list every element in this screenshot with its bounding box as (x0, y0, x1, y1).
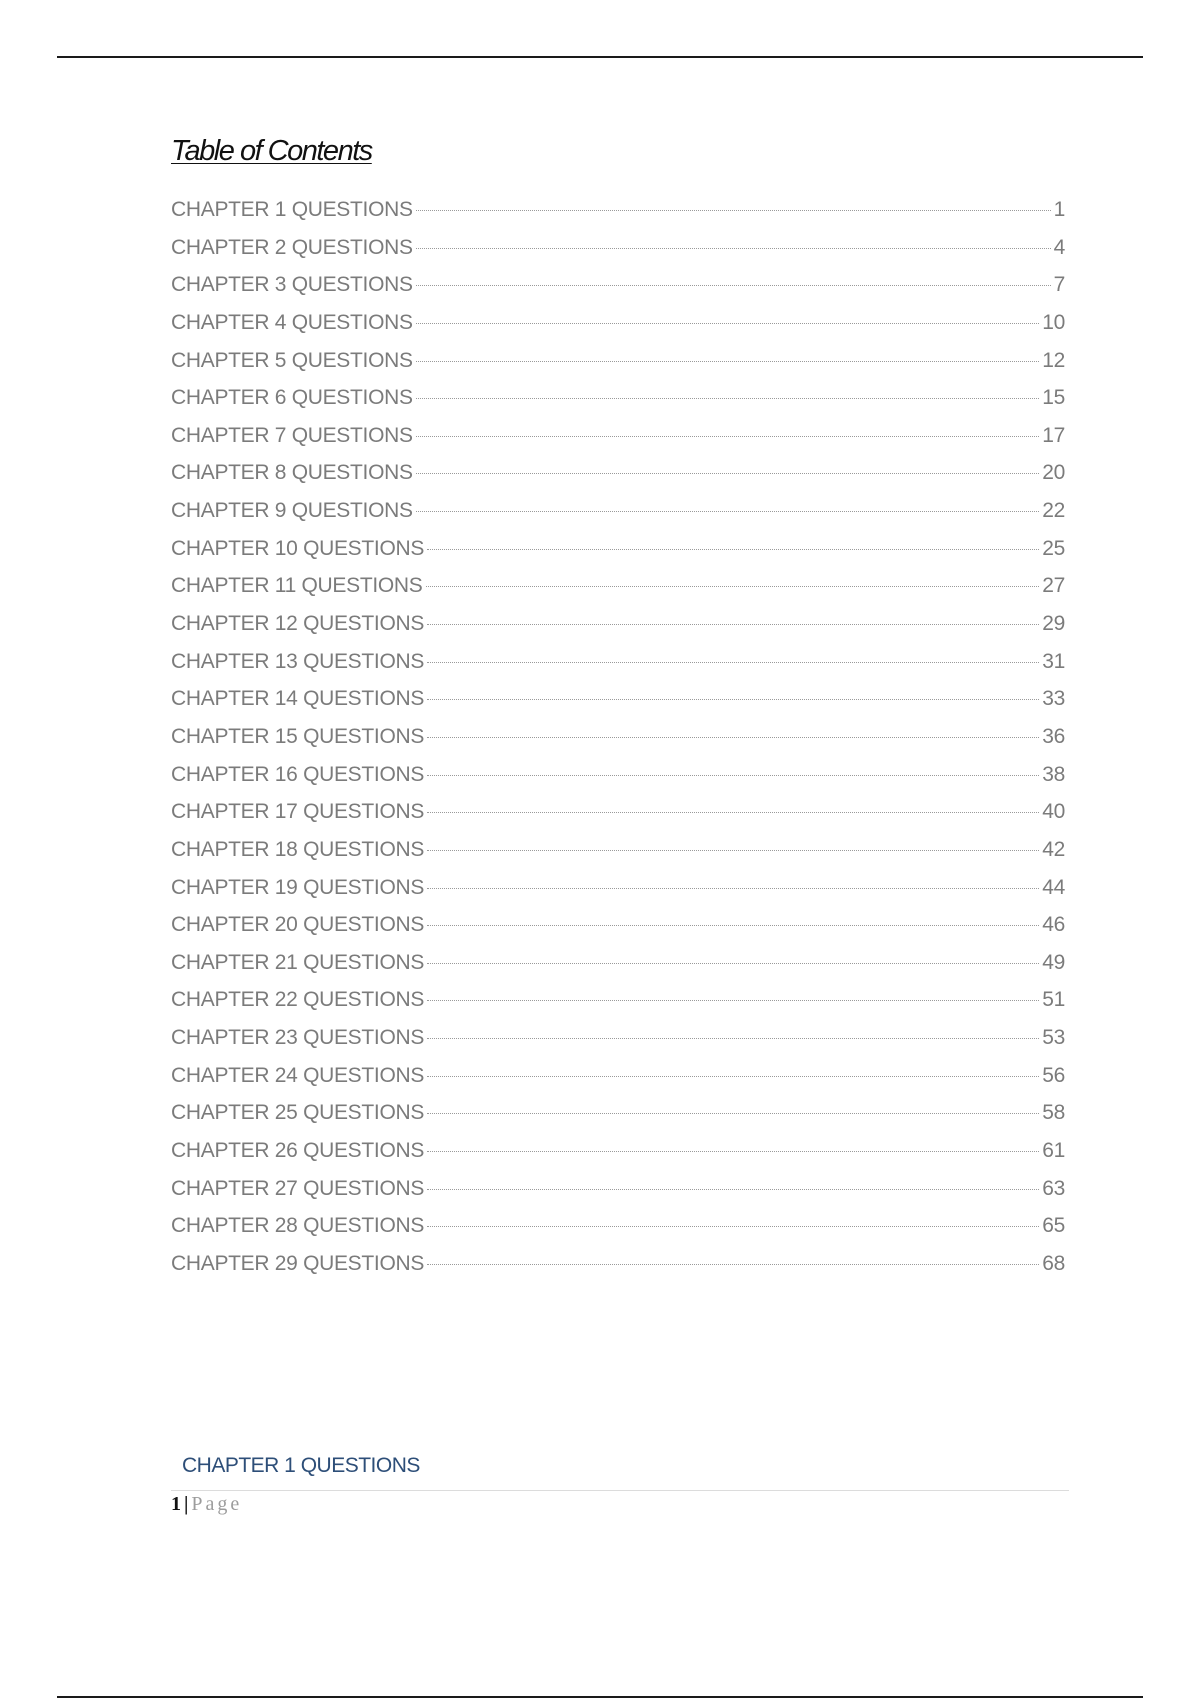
toc-dot-leader (427, 1000, 1039, 1001)
toc-entry-page: 38 (1042, 762, 1065, 786)
toc-entry-page: 4 (1053, 235, 1065, 259)
toc-entry-page: 27 (1042, 574, 1065, 598)
toc-entry[interactable] (171, 913, 1065, 951)
toc-dot-leader (427, 549, 1039, 550)
toc-entry[interactable] (171, 650, 1065, 688)
toc-dot-leader (427, 775, 1039, 776)
toc-entry[interactable] (171, 1214, 1065, 1252)
toc-entry-title: CHAPTER 1 QUESTIONS (171, 198, 413, 221)
toc-entry[interactable] (171, 800, 1065, 838)
toc-entry-title: CHAPTER 2 QUESTIONS (171, 235, 413, 259)
toc-entry-title: CHAPTER 5 QUESTIONS (171, 348, 413, 372)
toc-entry-title: CHAPTER 6 QUESTIONS (171, 386, 413, 410)
toc-entry-page: 58 (1042, 1101, 1065, 1125)
toc-entry-page: 42 (1042, 837, 1065, 861)
toc-entry-title: CHAPTER 20 QUESTIONS (171, 913, 425, 937)
toc-entry-title: CHAPTER 22 QUESTIONS (171, 988, 425, 1012)
toc-dot-leader (427, 1264, 1039, 1265)
toc-dot-leader (427, 888, 1039, 889)
toc-list (171, 198, 1065, 1290)
toc-dot-leader (416, 323, 1040, 324)
toc-entry[interactable] (171, 424, 1065, 462)
toc-entry-title: CHAPTER 11 QUESTIONS (171, 574, 423, 598)
toc-entry-title: CHAPTER 24 QUESTIONS (171, 1063, 425, 1087)
toc-dot-leader (427, 1113, 1039, 1114)
toc-entry-page: 7 (1053, 273, 1065, 297)
toc-entry-page: 31 (1042, 649, 1065, 673)
toc-entry[interactable] (171, 386, 1065, 424)
toc-dot-leader (416, 361, 1040, 362)
toc-dot-leader (427, 737, 1039, 738)
toc-dot-leader (416, 285, 1051, 286)
toc-dot-leader (427, 812, 1039, 813)
toc-entry-page: 53 (1042, 1026, 1065, 1050)
toc-entry-page: 63 (1042, 1176, 1065, 1200)
toc-entry[interactable] (171, 574, 1065, 612)
toc-dot-leader (416, 248, 1051, 249)
page-footer (171, 1493, 242, 1516)
toc-entry-title: CHAPTER 18 QUESTIONS (171, 837, 425, 861)
toc-dot-leader (427, 1151, 1039, 1152)
toc-entry[interactable] (171, 1139, 1065, 1177)
toc-entry-page: 15 (1042, 386, 1065, 410)
toc-entry-page: 25 (1042, 536, 1065, 560)
toc-entry[interactable] (171, 612, 1065, 650)
toc-dot-leader (416, 210, 1051, 211)
toc-entry[interactable] (171, 198, 1065, 236)
toc-entry-title: CHAPTER 29 QUESTIONS (171, 1251, 425, 1275)
toc-dot-leader (427, 1076, 1039, 1077)
toc-entry-title: CHAPTER 12 QUESTIONS (171, 612, 425, 636)
toc-dot-leader (427, 925, 1039, 926)
toc-entry[interactable] (171, 876, 1065, 914)
toc-entry-page: 46 (1042, 913, 1065, 937)
toc-entry-page: 22 (1042, 499, 1065, 523)
section-heading: CHAPTER 1 QUESTIONS (182, 1454, 420, 1477)
toc-entry-title: CHAPTER 3 QUESTIONS (171, 273, 413, 297)
toc-entry-title: CHAPTER 16 QUESTIONS (171, 762, 425, 786)
toc-entry[interactable] (171, 311, 1065, 349)
toc-dot-leader (427, 1038, 1039, 1039)
page-number: 1 (171, 1493, 181, 1515)
toc-entry[interactable] (171, 1101, 1065, 1139)
toc-heading: Table of Contents (171, 135, 372, 167)
toc-entry[interactable] (171, 499, 1065, 537)
toc-dot-leader (426, 586, 1040, 587)
toc-entry[interactable] (171, 988, 1065, 1026)
toc-entry[interactable] (171, 763, 1065, 801)
toc-entry-title: CHAPTER 9 QUESTIONS (171, 499, 413, 523)
toc-entry[interactable] (171, 1026, 1065, 1064)
toc-entry-page: 36 (1042, 724, 1065, 748)
toc-entry-title: CHAPTER 17 QUESTIONS (171, 800, 425, 824)
toc-entry-page: 1 (1053, 198, 1065, 221)
toc-dot-leader (416, 511, 1040, 512)
toc-dot-leader (427, 699, 1039, 700)
toc-entry-page: 68 (1042, 1251, 1065, 1275)
toc-entry-page: 61 (1042, 1139, 1065, 1163)
toc-entry[interactable] (171, 1252, 1065, 1290)
toc-entry-page: 10 (1042, 310, 1065, 334)
toc-dot-leader (427, 624, 1039, 625)
toc-entry-title: CHAPTER 8 QUESTIONS (171, 461, 413, 485)
toc-dot-leader (427, 963, 1039, 964)
toc-entry[interactable] (171, 1064, 1065, 1102)
footer-rule (57, 1696, 1143, 1698)
toc-entry-page: 49 (1042, 950, 1065, 974)
toc-dot-leader (427, 1226, 1039, 1227)
page-label: Page (191, 1493, 243, 1515)
toc-entry-title: CHAPTER 7 QUESTIONS (171, 423, 413, 447)
toc-dot-leader (427, 662, 1039, 663)
toc-entry[interactable] (171, 236, 1065, 274)
toc-dot-leader (416, 398, 1040, 399)
toc-entry-title: CHAPTER 10 QUESTIONS (171, 536, 425, 560)
toc-dot-leader (416, 473, 1040, 474)
toc-entry[interactable] (171, 687, 1065, 725)
toc-entry[interactable] (171, 951, 1065, 989)
toc-entry-title: CHAPTER 26 QUESTIONS (171, 1139, 425, 1163)
toc-entry-page: 44 (1042, 875, 1065, 899)
toc-entry-page: 29 (1042, 612, 1065, 636)
toc-entry-page: 20 (1042, 461, 1065, 485)
toc-entry-title: CHAPTER 19 QUESTIONS (171, 875, 425, 899)
header-rule (57, 56, 1143, 58)
toc-entry-title: CHAPTER 4 QUESTIONS (171, 310, 413, 334)
toc-entry-page: 65 (1042, 1214, 1065, 1238)
toc-entry-title: CHAPTER 13 QUESTIONS (171, 649, 425, 673)
page-separator: | (184, 1493, 189, 1515)
toc-entry[interactable] (171, 1177, 1065, 1215)
section-divider (171, 1490, 1069, 1491)
toc-entry[interactable] (171, 725, 1065, 763)
toc-entry-page: 12 (1042, 348, 1065, 372)
toc-dot-leader (416, 436, 1040, 437)
toc-entry-page: 51 (1042, 988, 1065, 1012)
toc-entry-page: 40 (1042, 800, 1065, 824)
toc-entry-title: CHAPTER 15 QUESTIONS (171, 724, 425, 748)
toc-entry[interactable] (171, 273, 1065, 311)
toc-entry-title: CHAPTER 28 QUESTIONS (171, 1214, 425, 1238)
toc-dot-leader (427, 1189, 1039, 1190)
toc-entry[interactable] (171, 461, 1065, 499)
toc-entry[interactable] (171, 349, 1065, 387)
toc-entry-title: CHAPTER 21 QUESTIONS (171, 950, 425, 974)
toc-entry[interactable] (171, 838, 1065, 876)
toc-dot-leader (427, 850, 1039, 851)
toc-entry-page: 56 (1042, 1063, 1065, 1087)
toc-entry-title: CHAPTER 23 QUESTIONS (171, 1026, 425, 1050)
toc-entry-page: 33 (1042, 687, 1065, 711)
toc-entry-title: CHAPTER 25 QUESTIONS (171, 1101, 425, 1125)
toc-entry-title: CHAPTER 27 QUESTIONS (171, 1176, 425, 1200)
toc-entry[interactable] (171, 537, 1065, 575)
toc-entry-page: 17 (1042, 423, 1065, 447)
toc-entry-title: CHAPTER 14 QUESTIONS (171, 687, 425, 711)
